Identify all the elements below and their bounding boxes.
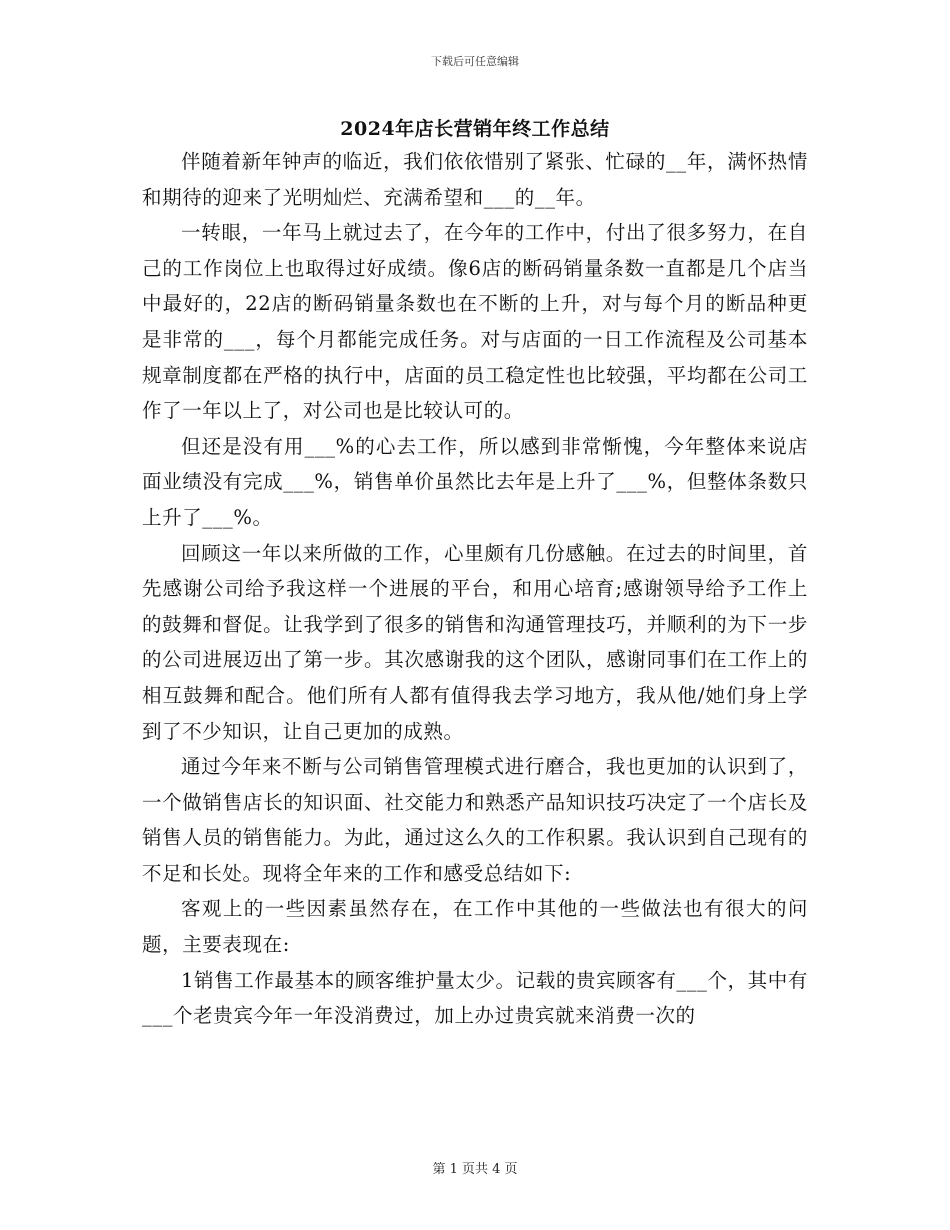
paragraph: 但还是没有用___%的心去工作，所以感到非常惭愧，今年整体来说店面业绩没有完成___%，销售单价虽然比去年是上升了___%，但整体条数只上升了___%。 [142, 434, 808, 529]
page-number: 第 1 页共 4 页 [432, 1162, 518, 1177]
paragraph: 伴随着新年钟声的临近，我们依依惜别了紧张、忙碌的__年，满怀热情和期待的迎来了光明灿烂、充满希望和___的__年。 [142, 150, 808, 209]
paragraph: 客观上的一些因素虽然存在，在工作中其他的一些做法也有很大的问题，主要表现在: [142, 897, 808, 957]
paragraph: 通过今年来不断与公司销售管理模式进行磨合，我也更加的认识到了，一个做销售店长的知识面、社交能力和熟悉产品知识技巧决定了一个店长及销售人员的销售能力。为此，通过这么久的工作积累。我认识到自己现有的不足和长处。现将全年来的工作和感受总结如下: [142, 755, 808, 885]
document-title: 2024年店长营销年终工作总结 [340, 118, 610, 140]
paragraph: 回顾这一年以来所做的工作，心里颇有几份感触。在过去的时间里，首先感谢公司给予我这样一个进展的平台，和用心培育;感谢领导给予工作上的鼓舞和督促。让我学到了很多的销售和沟通管理技巧，并顺利的为下一步的公司进展迈出了第一步。其次感谢我的这个团队，感谢同事们在工作上的相互鼓舞和配合。他们所有人都有值得我去学习地方，我从他/她们身上学到了不少知识，让自己更加的成熟。 [142, 541, 808, 743]
document-body [142, 144, 808, 1034]
paragraph: 1销售工作最基本的顾客维护量太少。记载的贵宾顾客有___个，其中有___个老贵宾今年一年没消费过，加上办过贵宾就来消费一次的 [142, 968, 808, 1028]
page-header-note: 下载后可任意编辑 [431, 55, 519, 68]
paragraph: 一转眼，一年马上就过去了，在今年的工作中，付出了很多努力，在自己的工作岗位上也取得过好成绩。像6店的断码销量条数一直都是几个店当中最好的，22店的断码销量条数也在不断的上升，对与每个月的断品种更是非常的___，每个月都能完成任务。对与店面的一日工作流程及公司基本规章制度都在严格的执行中，店面的员工稳定性也比较强，平均都在公司工作了一年以上了，对公司也是比较认可的。 [142, 221, 808, 423]
